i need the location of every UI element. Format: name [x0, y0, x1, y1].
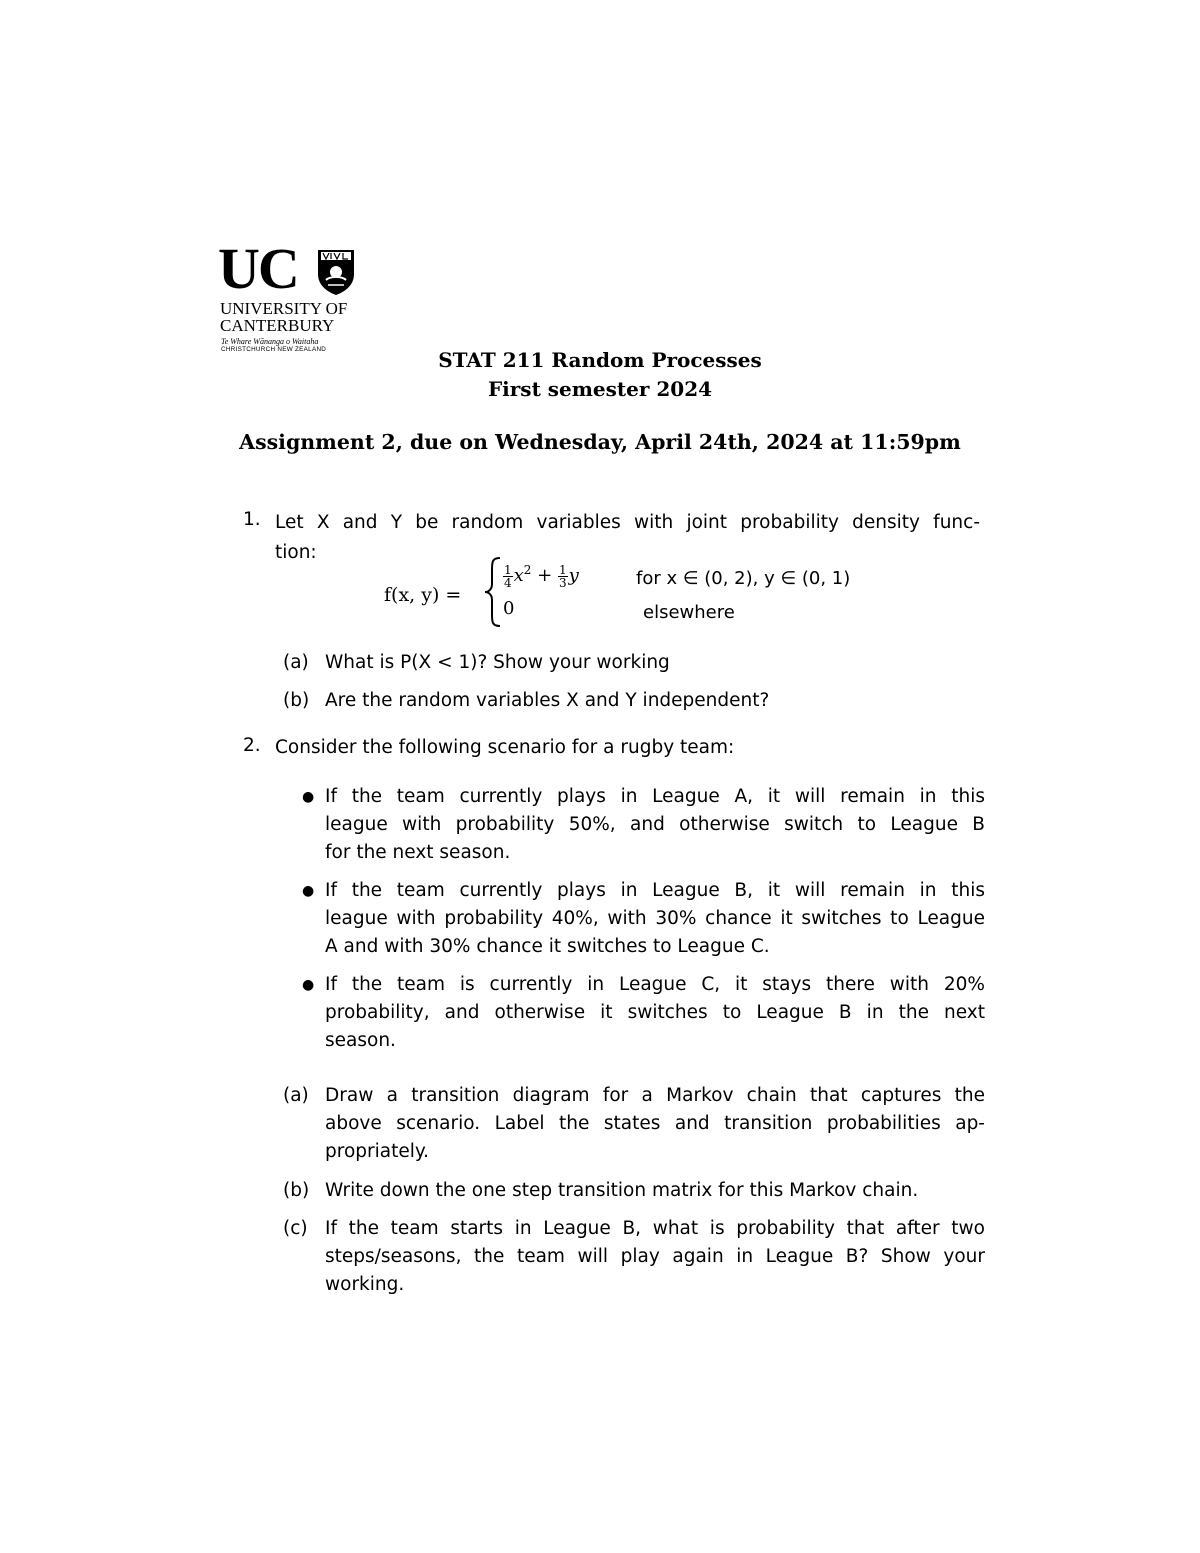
- question-2a-line-2: above scenario. Label the states and transition probabilities ap-: [325, 1113, 985, 1134]
- question-2a-label: (a): [283, 1085, 309, 1106]
- course-title: STAT 211 Random Processes: [438, 348, 762, 372]
- question-2-number: 2.: [243, 735, 261, 756]
- bullet-icon: ●: [302, 977, 315, 993]
- semester-title: First semester 2024: [487, 377, 713, 401]
- question-2c-line-3: working.: [325, 1274, 405, 1295]
- bullet-icon: ●: [302, 883, 315, 899]
- logo-line-maori: Te Whare Wānanga o Waitaha: [221, 337, 319, 346]
- question-1-intro-line-1: Let X and Y be random variables with joint probability density func-: [275, 512, 980, 533]
- assignment-heading: Assignment 2, due on Wednesday, April 24th, 2024 at 11:59pm: [239, 430, 961, 454]
- question-2c-label: (c): [283, 1218, 308, 1239]
- fraction-one-quarter: $\frac{1}{4}$: [504, 562, 512, 590]
- question-2b-text: Write down the one step transition matrix for this Markov chain.: [325, 1180, 919, 1201]
- bullet-3-line-3: season.: [325, 1030, 396, 1051]
- logo-mark: UC: [218, 236, 298, 301]
- case-2-condition: elsewhere: [643, 602, 735, 623]
- logo-line-location: CHRISTCHURCH NEW ZEALAND: [221, 346, 327, 353]
- question-2c-line-2: steps/seasons, the team will play again in League B? Show your: [325, 1246, 985, 1267]
- question-2a-line-1: Draw a transition diagram for a Markov chain that captures the: [325, 1085, 985, 1106]
- bullet-3-line-1: If the team is currently in League C, it stays there with 20%: [325, 974, 985, 995]
- function-lhs: f(x, y) =: [384, 584, 462, 606]
- question-1a-label: (a): [283, 652, 309, 673]
- question-2b-label: (b): [283, 1180, 310, 1201]
- bullet-1-line-2: league with probability 50%, and otherwise switch to League B: [325, 814, 985, 835]
- question-2-intro: Consider the following scenario for a rugby team:: [275, 737, 735, 758]
- bullet-2-line-1: If the team currently plays in League B, it will remain in this: [325, 880, 985, 901]
- case-1-condition: for x ∈ (0, 2), y ∈ (0, 1): [636, 568, 851, 589]
- logo-line-canterbury: CANTERBURY: [220, 316, 335, 335]
- bullet-3-line-2: probability, and otherwise it switches to League B in the next: [325, 1002, 985, 1023]
- fraction-one-third: $\frac{1}{3}$: [558, 562, 567, 590]
- question-1b-text: Are the random variables X and Y independent?: [325, 690, 770, 711]
- question-1a-text: What is P(X < 1)? Show your working: [325, 652, 670, 673]
- bullet-1-line-1: If the team currently plays in League A, it will remain in this: [325, 786, 985, 807]
- question-1b-label: (b): [283, 690, 310, 711]
- case-2-expression: 0: [503, 598, 515, 619]
- case-1-expression: $\frac{1}{4}$ $x^2$ + $\frac{1}{3}$ y: [504, 562, 579, 590]
- question-1-intro-line-2: tion:: [275, 542, 317, 563]
- question-2c-line-1: If the team starts in League B, what is probability that after two: [325, 1218, 985, 1239]
- bullet-1-line-3: for the next season.: [325, 842, 511, 863]
- crest-icon: [314, 248, 358, 296]
- bullet-2-line-2: league with probability 40%, with 30% chance it switches to League: [325, 908, 985, 929]
- bullet-icon: ●: [302, 789, 315, 805]
- university-logo: [218, 236, 368, 358]
- question-2a-line-3: propriately.: [325, 1141, 430, 1162]
- logo-line-university: UNIVERSITY OF: [220, 299, 348, 318]
- question-1-number: 1.: [243, 509, 261, 530]
- bullet-2-line-3: A and with 30% chance it switches to League C.: [325, 936, 770, 957]
- left-brace-icon: [482, 556, 504, 628]
